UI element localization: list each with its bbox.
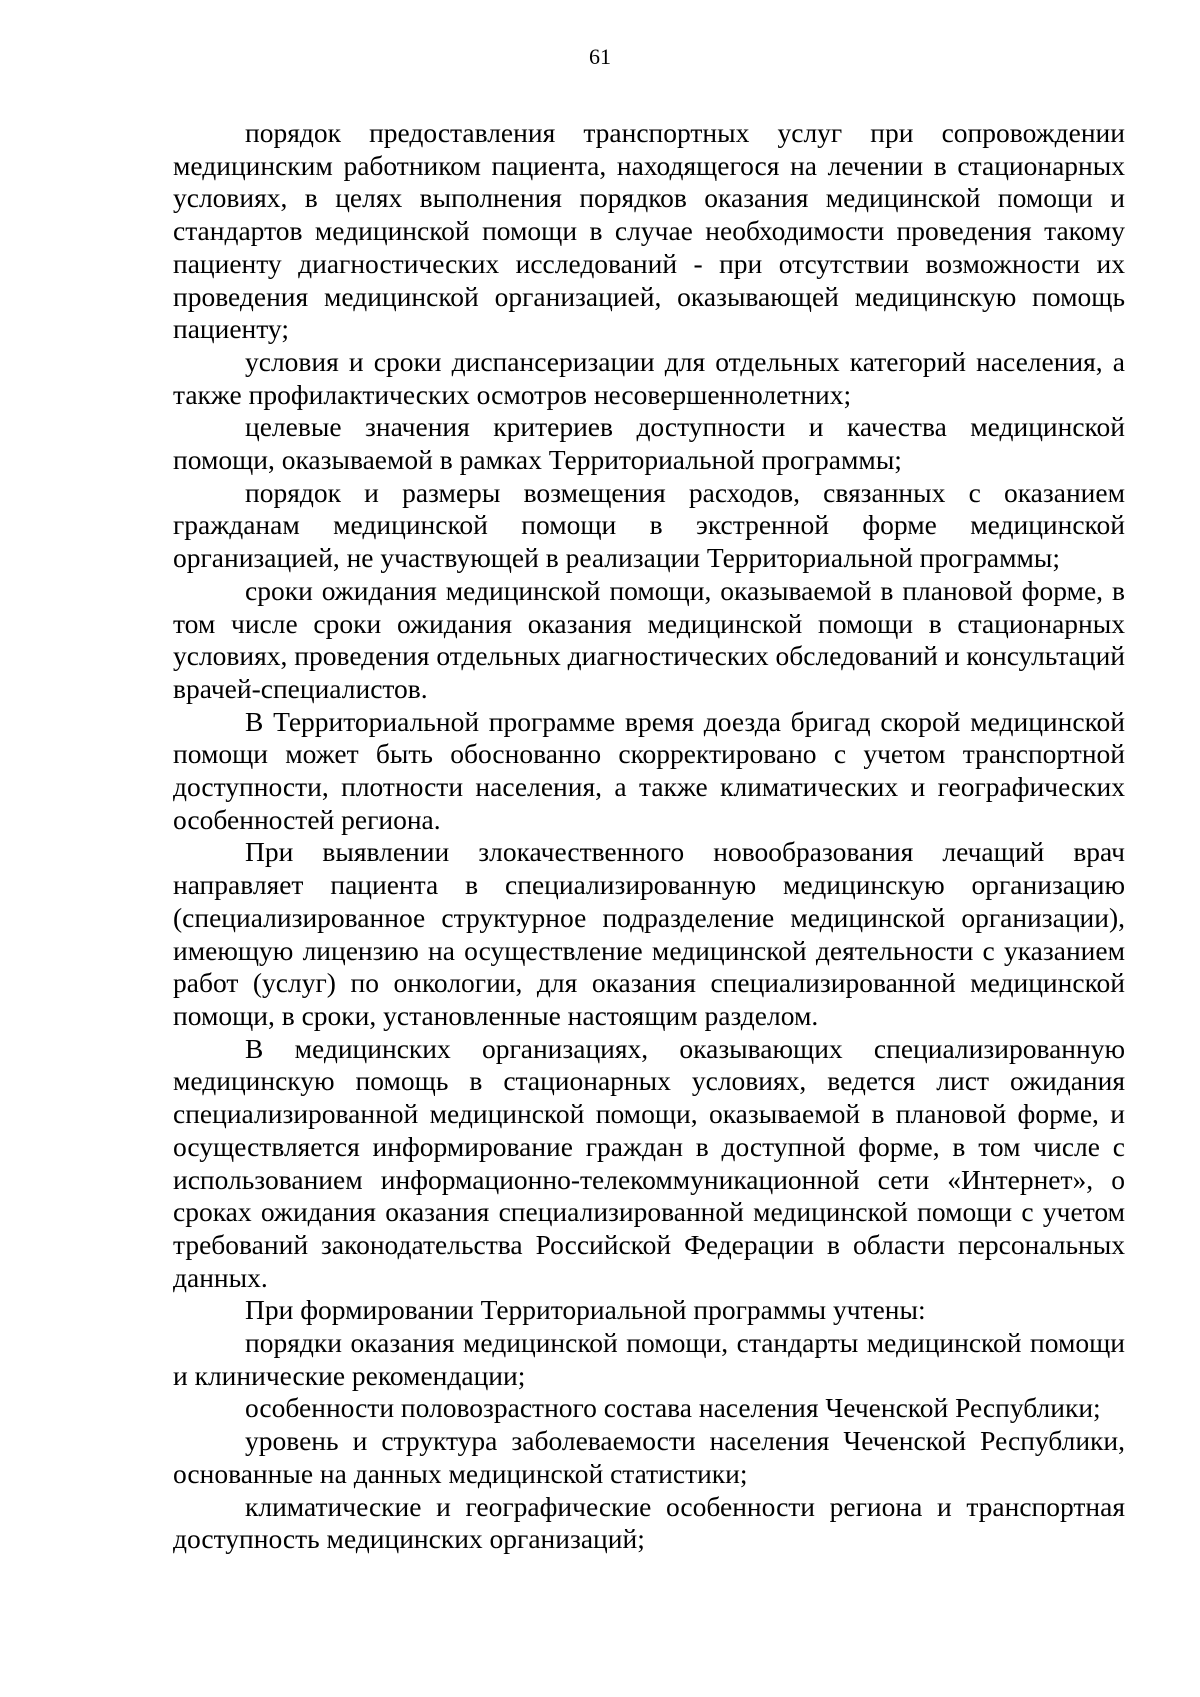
paragraph-oncology-referral: При выявлении злокачественного новообразования лечащий врач направляет пациента в специализированную медицинскую организацию (специализированное структурное подразделение медицинской организации), имеющую лицензию на осуществление медицинской деятельности с указанием работ (услуг) по онкологии, для оказания специализированной медицинской помощи, в сроки, установленные настоящим разделом. [173, 836, 1125, 1031]
paragraph-dispensary-conditions: условия и сроки диспансеризации для отдельных категорий населения, а также профилактических осмотров несовершеннолетних; [173, 345, 1125, 410]
paragraph-ambulance-arrival: В Территориальной программе время доезда бригад скорой медицинской помощи может быть обоснованно скорректировано с учетом транспортной доступности, плотности населения, а также климатических и географических особенностей региона. [173, 705, 1125, 835]
list-item-population-structure: особенности половозрастного состава населения Чеченской Республики; [245, 1392, 1101, 1424]
page-number: 61 [589, 44, 611, 69]
paragraph-target-criteria: целевые значения критериев доступности и качества медицинской помощи, оказываемой в рамках Территориальной программы; [173, 411, 1125, 476]
paragraph-transport-services: порядок предоставления транспортных услуг при сопровождении медицинским работником пациента, находящегося на лечении в стационарных условиях, в целях выполнения порядков оказания медицинской помощи и стандартов медицинской помощи в случае необходимости проведения такому пациенту диагностических исследований - при отсутствии возможности их проведения медицинской организацией, оказывающей медицинскую помощь пациенту; [173, 117, 1125, 345]
paragraph-waiting-list: В медицинских организациях, оказывающих специализированную медицинскую помощь в стационарных условиях, ведется лист ожидания специализированной медицинской помощи, оказываемой в плановой форме, и осуществляется информирование граждан в доступной форме, в том числе с использованием информационно-телекоммуникационной сети «Интернет», о сроках ожидания оказания специализированной медицинской помощи с учетом требований законодательства Российской Федерации в области персональных данных. [173, 1032, 1125, 1293]
list-item-care-standards: порядки оказания медицинской помощи, стандарты медицинской помощи и клинические рекомендации; [173, 1327, 1125, 1391]
list-item-morbidity: уровень и структура заболеваемости населения Чеченской Республики, основанные на данных медицинской статистики; [173, 1425, 1125, 1489]
document-body [173, 117, 1125, 1556]
paragraph-waiting-times: сроки ожидания медицинской помощи, оказываемой в плановой форме, в том числе сроки ожидания оказания медицинской помощи в стационарных условиях, проведения отдельных диагностических обследований и консультаций врачей-специалистов. [173, 574, 1125, 704]
list-item-climate-geography: климатические и географические особенности региона и транспортная доступность медицинских организаций; [173, 1490, 1125, 1555]
paragraph-program-considerations: При формировании Территориальной программы учтены: [245, 1294, 926, 1326]
paragraph-expense-reimbursement: порядок и размеры возмещения расходов, связанных с оказанием гражданам медицинской помощи в экстренной форме медицинской организацией, не участвующей в реализации Территориальной программы; [173, 476, 1125, 574]
